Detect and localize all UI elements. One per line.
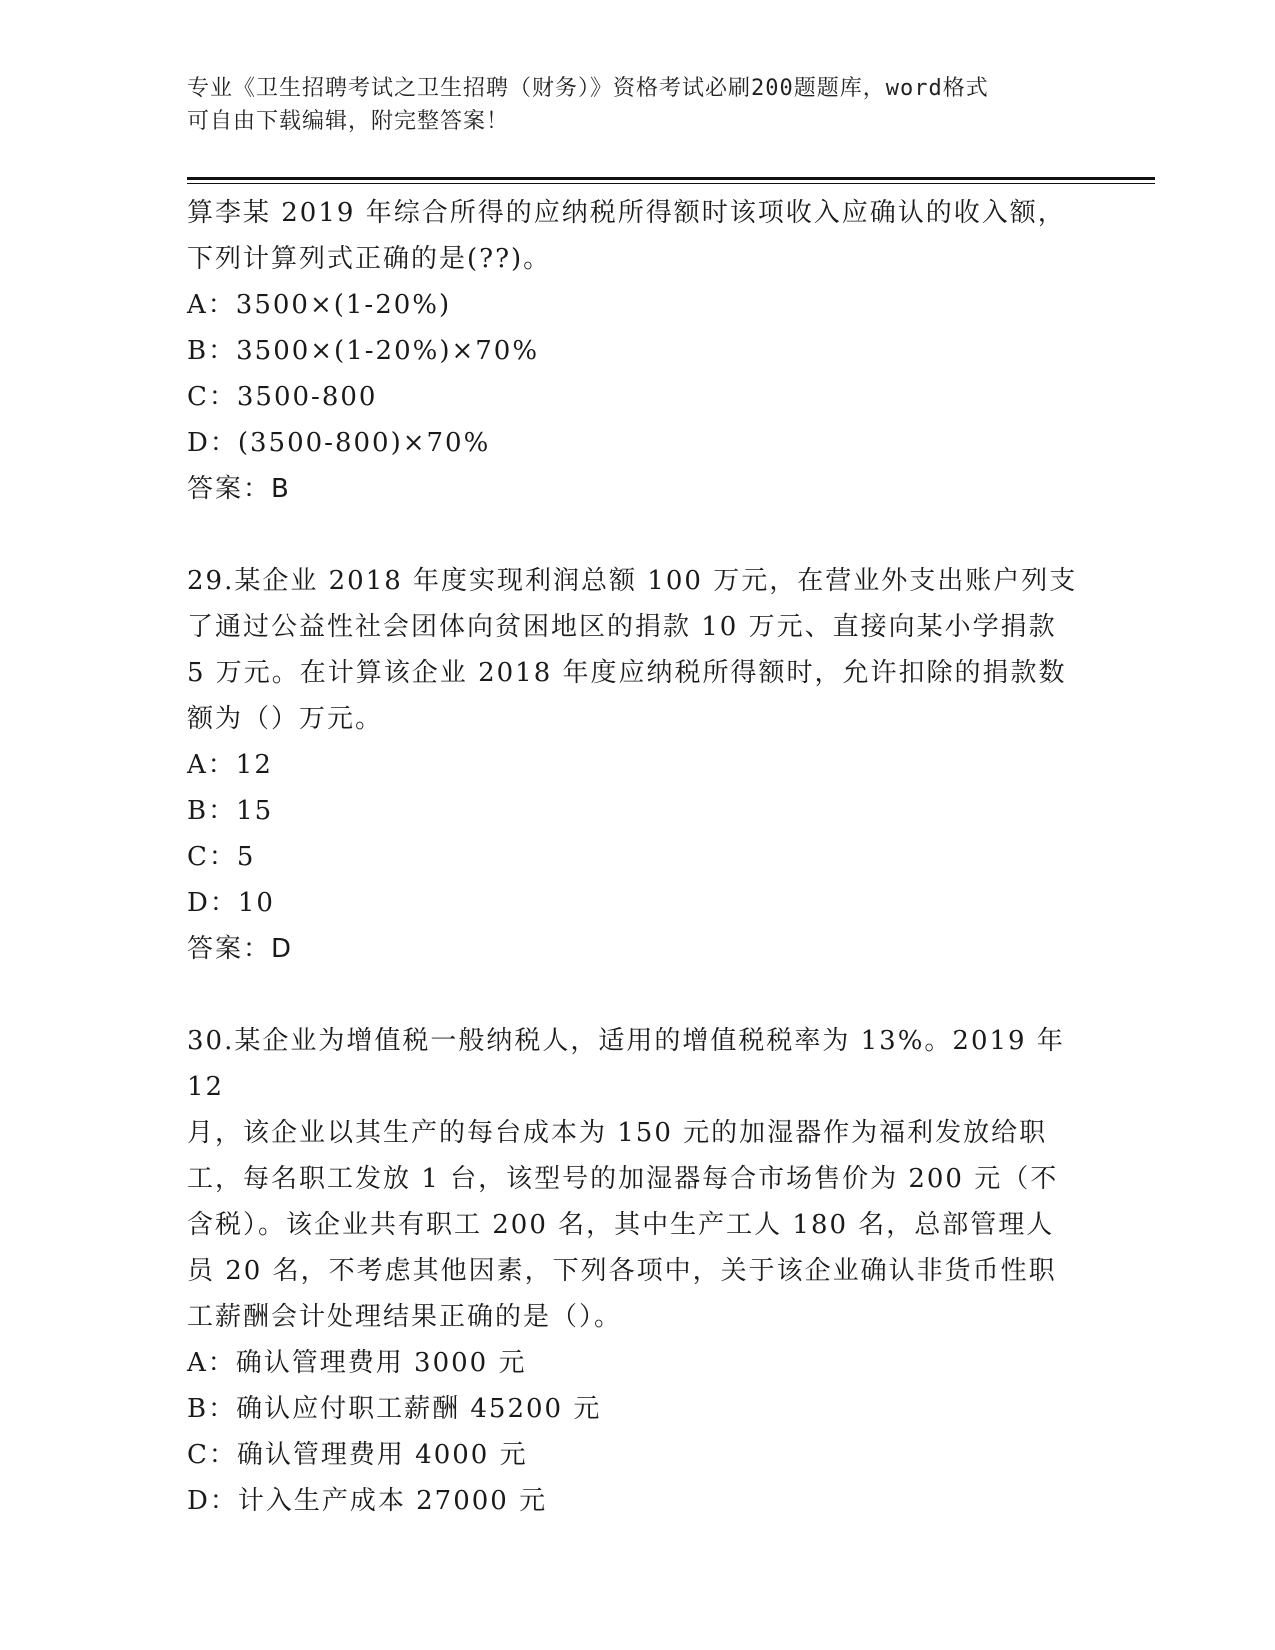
option-c: C：3500-800: [187, 382, 378, 412]
answer-label: 答案：B: [187, 474, 291, 504]
option-a: A：确认管理费用 3000 元: [187, 1348, 527, 1378]
option-b: B：确认应付职工薪酬 45200 元: [187, 1394, 602, 1424]
question-stem-line: 下列计算列式正确的是(??)。: [187, 244, 552, 274]
header-rule-thick: [187, 177, 1155, 180]
header-rule-thin: [187, 183, 1155, 184]
question-stem-line: 额为（）万元。: [187, 704, 384, 734]
question-30: [187, 1018, 1087, 1524]
question-29: [187, 558, 1087, 972]
question-stem-line: 含税）。该企业共有职工 200 名，其中生产工人 180 名，总部管理人: [187, 1210, 1055, 1240]
question-stem-line: 月，该企业以其生产的每台成本为 150 元的加湿器作为福利发放给职: [187, 1118, 1048, 1148]
option-c: C：5: [187, 842, 256, 872]
answer-label: 答案：D: [187, 934, 294, 964]
page-header: [187, 72, 1087, 138]
option-a: A：12: [187, 750, 273, 780]
header-line-1: 专业《卫生招聘考试之卫生招聘（财务）》资格考试必刷200题题库，word格式: [187, 76, 989, 101]
option-d: D：(3500-800)×70%: [187, 428, 491, 458]
question-stem-line: 5 万元。在计算该企业 2018 年度应纳税所得额时，允许扣除的捐款数: [187, 658, 1067, 688]
option-b: B：15: [187, 796, 274, 826]
question-stem-line: 30.某企业为增值税一般纳税人，适用的增值税税率为 13%。2019 年 12: [187, 1026, 1065, 1102]
question-28: [187, 190, 1087, 512]
question-stem-line: 29.某企业 2018 年度实现利润总额 100 万元，在营业外支出账户列支: [187, 566, 1078, 596]
question-stem-line: 工薪酬会计处理结果正确的是（）。: [187, 1302, 623, 1332]
question-stem-line: 员 20 名，不考虑其他因素，下列各项中，关于该企业确认非货币性职: [187, 1256, 1057, 1286]
spacer: [187, 512, 1087, 558]
option-b: B：3500×(1-20%)×70%: [187, 336, 540, 366]
option-d: D：计入生产成本 27000 元: [187, 1486, 548, 1516]
question-stem-line: 工，每名职工发放 1 台，该型号的加湿器每合市场售价为 200 元（不: [187, 1164, 1059, 1194]
option-d: D：10: [187, 888, 275, 918]
header-line-2: 可自由下载编辑，附完整答案！: [187, 109, 510, 134]
question-stem-line: 算李某 2019 年综合所得的应纳税所得额时该项收入应确认的收入额，: [187, 198, 1066, 228]
spacer: [187, 972, 1087, 1018]
question-stem-line: 了通过公益性社会团体向贫困地区的捐款 10 万元、直接向某小学捐款: [187, 612, 1057, 642]
option-a: A：3500×(1-20%): [187, 290, 452, 320]
option-c: C：确认管理费用 4000 元: [187, 1440, 528, 1470]
document-body: [187, 190, 1087, 1524]
